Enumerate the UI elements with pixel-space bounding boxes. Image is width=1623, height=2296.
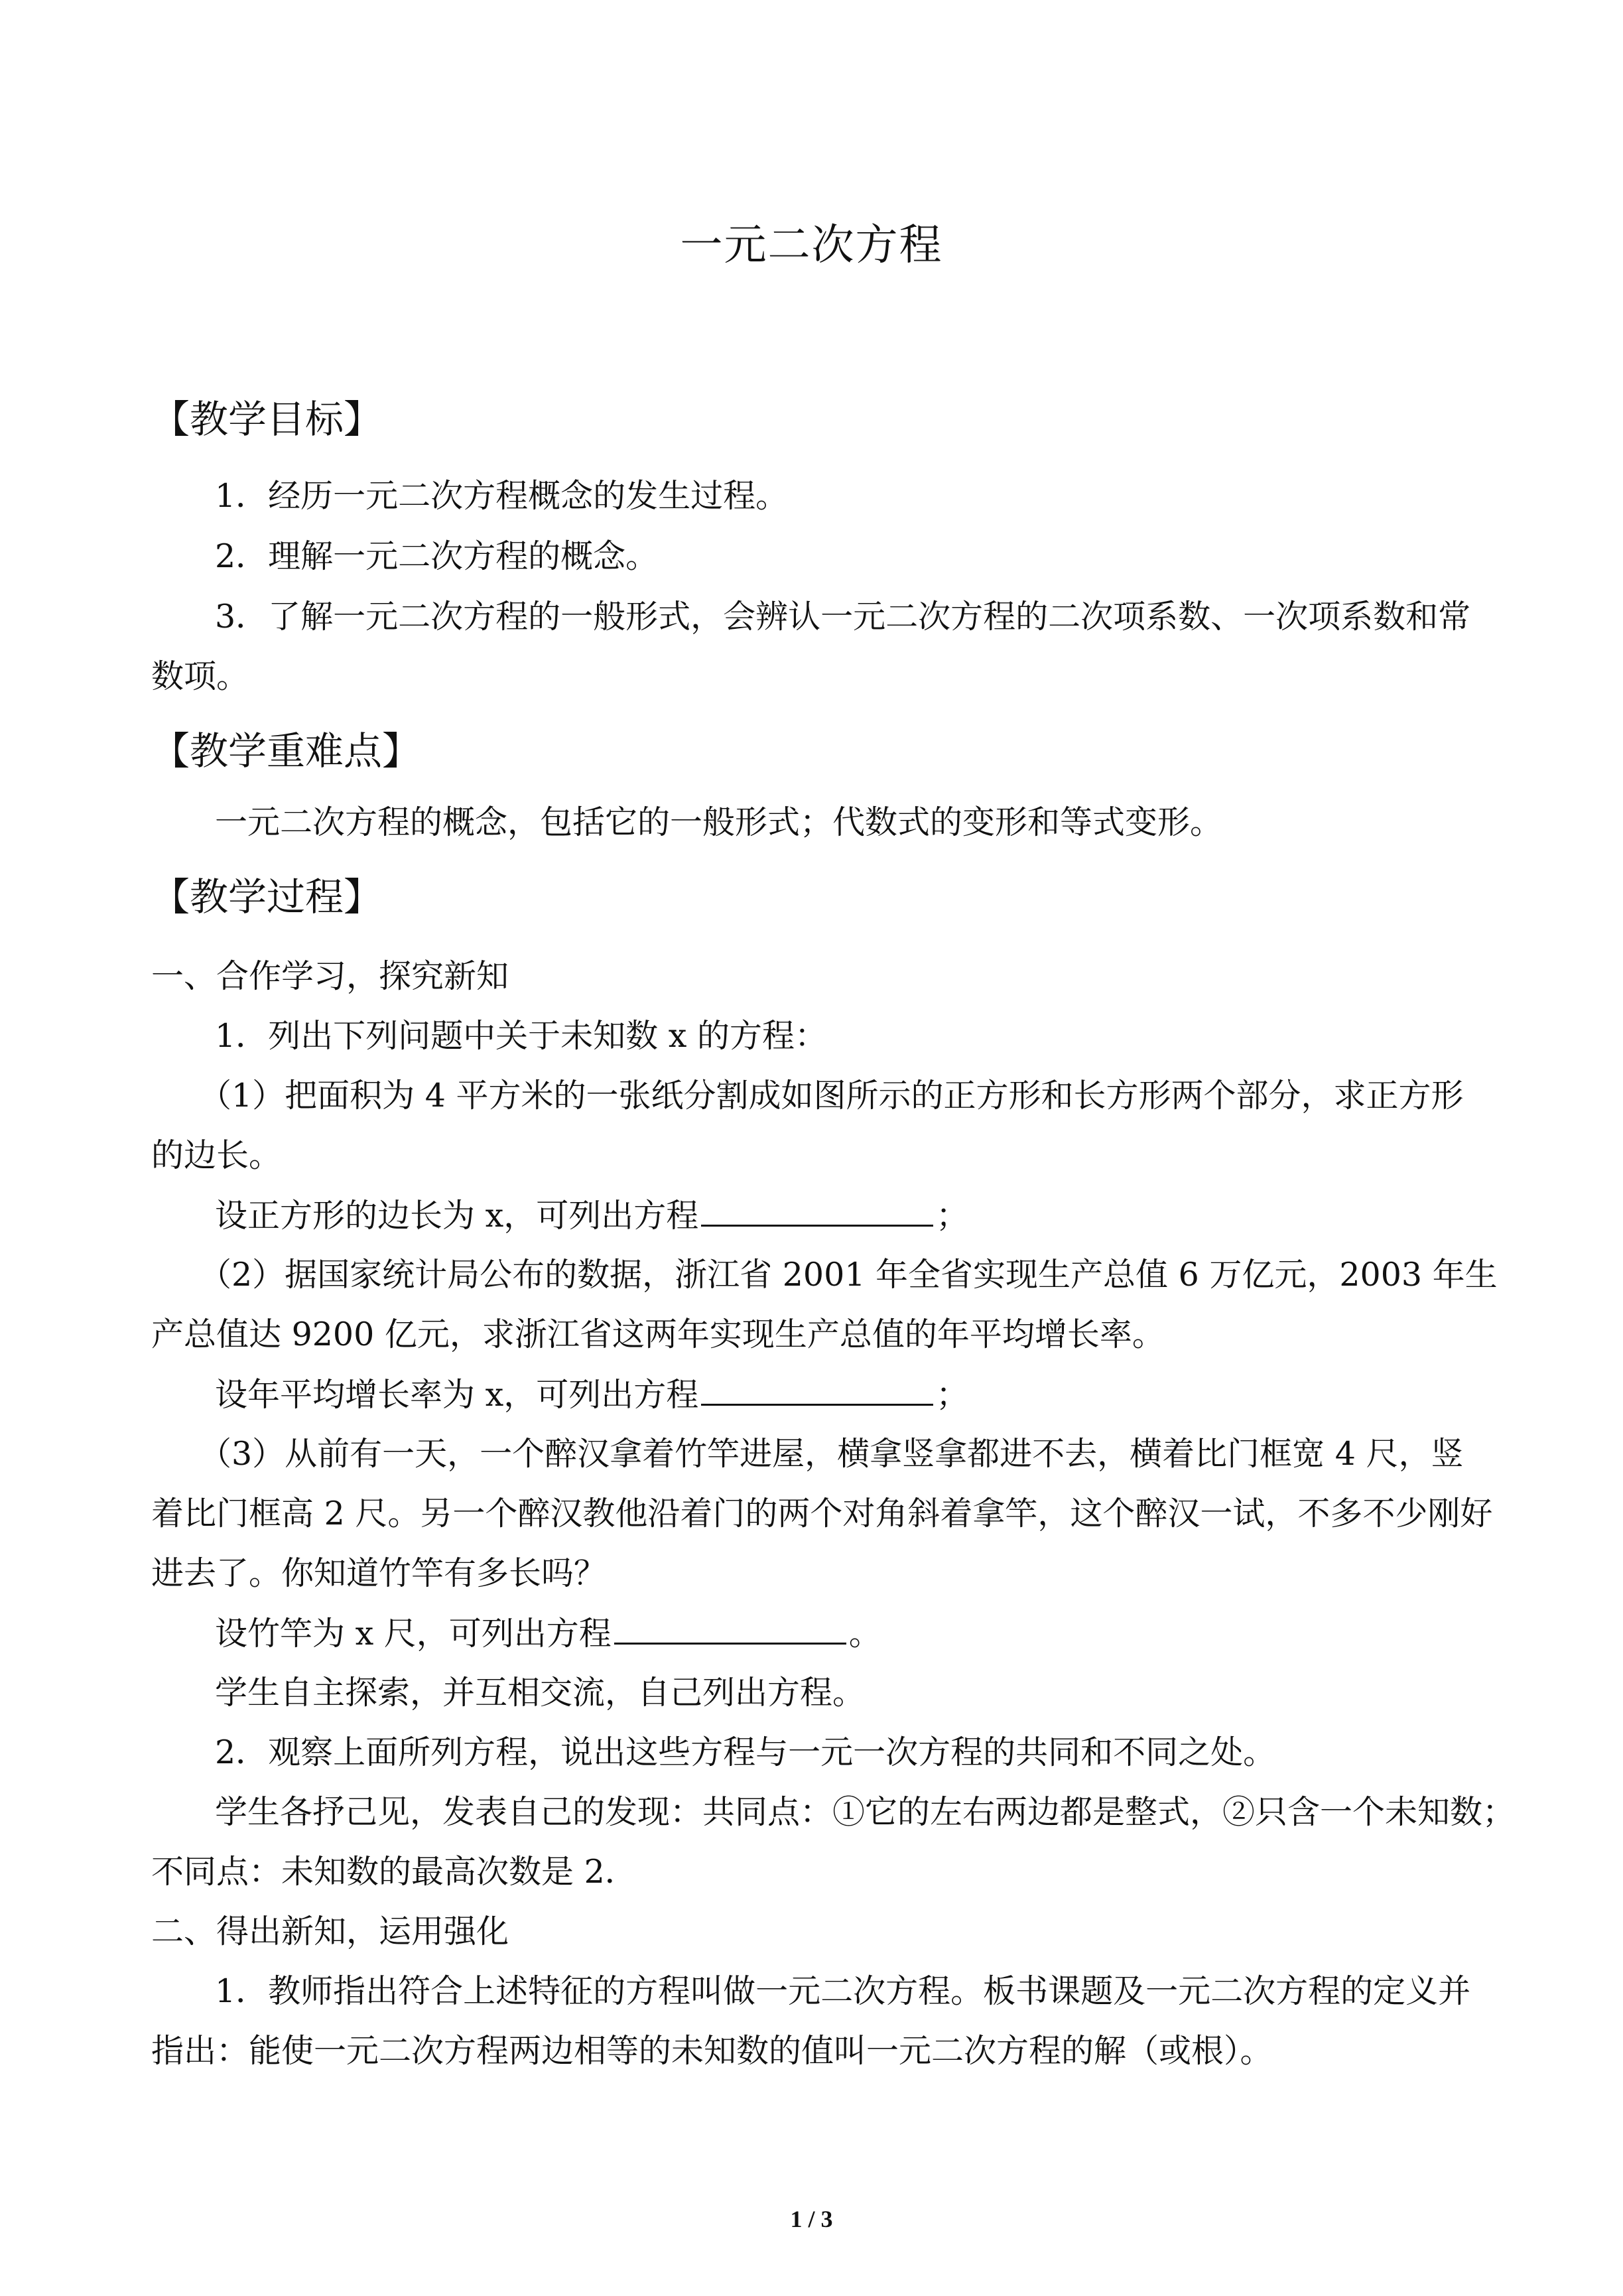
question-3-setup (215, 1613, 881, 1654)
document-title: 一元二次方程 (680, 221, 943, 270)
question-2-setup-end: ； (936, 1376, 969, 1414)
part-2-item-1-line-1: 1．教师指出符合上述特征的方程叫做一元二次方程。板书课题及一元二次方程的定义并 (215, 1972, 1471, 2010)
part-2-title: 二、得出新知，运用强化 (151, 1913, 509, 1950)
question-1-line-1: （1）把面积为 4 平方米的一张纸分割成如图所示的正方形和长方形两个部分，求正方形 (199, 1077, 1464, 1114)
question-3-line-1: （3）从前有一天，一个醉汉拿着竹竿进屋，横拿竖拿都进不去，横着比门框宽 4 尺，竖 (199, 1435, 1464, 1473)
answer-blank-1[interactable] (701, 1195, 933, 1227)
question-3-line-3: 进去了。你知道竹竿有多长吗？ (151, 1554, 607, 1592)
part-1-intro: 1．列出下列问题中关于未知数 x 的方程： (215, 1017, 827, 1055)
question-1-setup (215, 1195, 968, 1236)
goal-3-line-2: 数项。 (151, 657, 249, 695)
teaching-process-heading: 【教学过程】 (151, 874, 383, 919)
goal-3-line-1: 3．了解一元二次方程的一般形式，会辨认一元二次方程的二次项系数、一次项系数和常 (215, 598, 1471, 636)
question-2-line-1: （2）据国家统计局公布的数据，浙江省 2001 年全省实现生产总值 6 万亿元，2003 年生 (199, 1256, 1498, 1294)
page-number: 1 / 3 (790, 2206, 833, 2232)
question-1-line-2: 的边长。 (151, 1136, 282, 1174)
question-3-setup-end: 。 (848, 1615, 881, 1653)
goal-2: 2．理解一元二次方程的概念。 (215, 537, 659, 575)
findings-line-1: 学生各抒己见，发表自己的发现：共同点：①它的左右两边都是整式，②只含一个未知数； (215, 1793, 1516, 1831)
observe-instruction: 2．观察上面所列方程，说出这些方程与一元一次方程的共同和不同之处。 (215, 1733, 1276, 1771)
teaching-goals-heading: 【教学目标】 (151, 397, 383, 442)
part-1-title: 一、合作学习，探究新知 (151, 957, 509, 995)
goal-1: 1．经历一元二次方程概念的发生过程。 (215, 477, 789, 515)
question-2-setup-text: 设年平均增长率为 x，可列出方程 (215, 1376, 699, 1414)
difficulty-heading: 【教学重难点】 (151, 728, 421, 774)
question-1-setup-end: ； (936, 1197, 969, 1235)
students-explore: 学生自主探索，并互相交流，自己列出方程。 (215, 1674, 866, 1712)
part-2-item-1-line-2: 指出：能使一元二次方程两边相等的未知数的值叫一元二次方程的解（或根）。 (151, 2032, 1273, 2070)
question-3-setup-text: 设竹竿为 x 尺，可列出方程 (215, 1615, 612, 1653)
findings-line-2: 不同点：未知数的最高次数是 2． (151, 1853, 637, 1891)
question-2-line-2: 产总值达 9200 亿元，求浙江省这两年实现生产总值的年平均增长率。 (151, 1316, 1165, 1353)
difficulty-text: 一元二次方程的概念，包括它的一般形式；代数式的变形和等式变形。 (215, 803, 1223, 841)
question-3-line-2: 着比门框高 2 尺。另一个醉汉教他沿着门的两个对角斜着拿竿，这个醉汉一试，不多不少刚好 (151, 1495, 1493, 1532)
question-2-setup (215, 1375, 968, 1415)
answer-blank-2[interactable] (701, 1375, 933, 1406)
question-1-setup-text: 设正方形的边长为 x，可列出方程 (215, 1197, 699, 1235)
answer-blank-3[interactable] (614, 1613, 846, 1645)
